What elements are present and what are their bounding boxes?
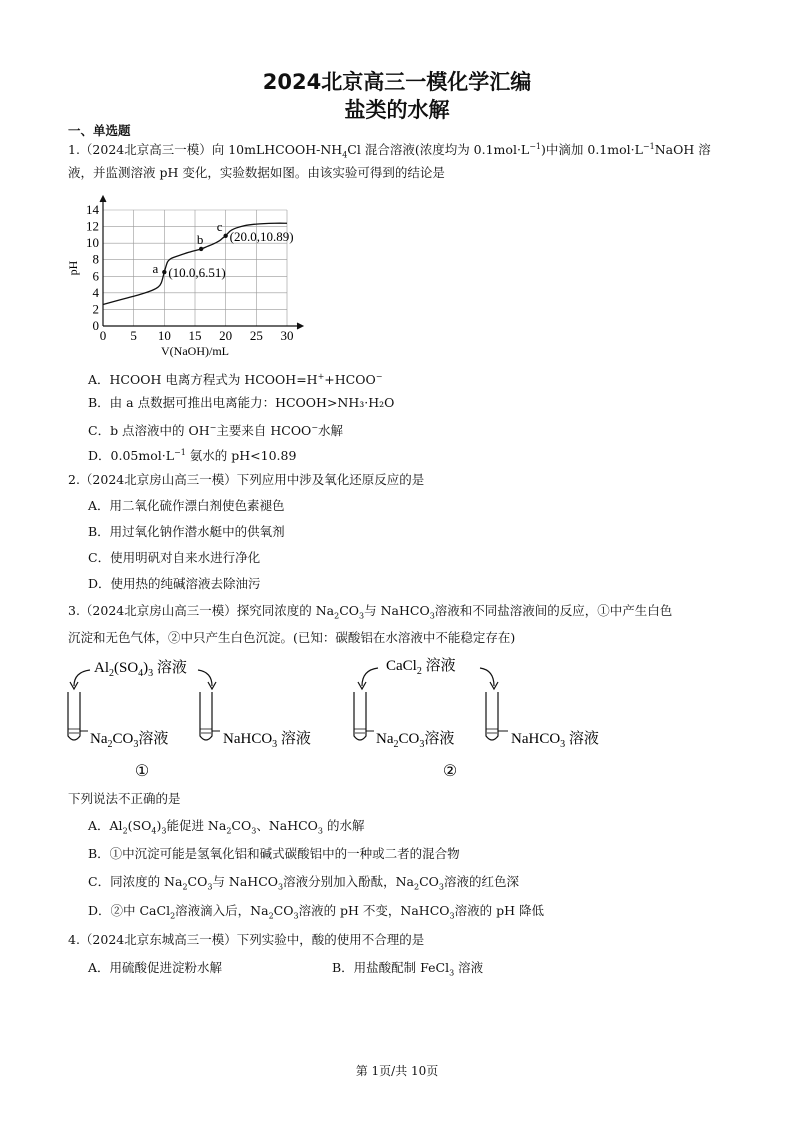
point-name-c: c	[216, 218, 223, 234]
x-tick-label: 5	[130, 328, 137, 343]
q3-option-b[interactable]: B．①中沉淀可能是氢氧化铝和碱式碳酸铝中的一种或二者的混合物	[88, 846, 460, 861]
q1-option-b[interactable]: B．由 a 点数据可推出电离能力：HCOOH>NH₃·H₂O	[88, 395, 395, 410]
x-tick-label: 25	[249, 328, 263, 343]
x-tick-label: 15	[188, 328, 202, 343]
point-coord-a: (10.0,6.51)	[168, 265, 226, 281]
q3-option-a[interactable]: A．$Al_2(SO_4)_3$能促进 $Na_2CO_3$、NaHCO$_3$ 的水解	[88, 818, 365, 836]
x-tick-label: 0	[99, 328, 107, 343]
q3-option-d[interactable]: D．②中 CaCl$_2$溶液滴入后，$Na_2CO_3$溶液的 pH 不变，NaHCO$_3$溶液的 pH 降低	[88, 903, 544, 921]
point-a	[162, 270, 166, 274]
page-subtitle: 盐类的水解	[344, 98, 450, 122]
x-tick-label: 30	[280, 328, 294, 343]
tube-label-na2co3-2: $Na_2CO_3$溶液	[376, 731, 455, 750]
q2-option-b[interactable]: B．用过氧化钠作潜水艇中的供氧剂	[88, 524, 285, 539]
point-b	[199, 247, 203, 251]
y-axis-label: pH	[66, 260, 80, 276]
point-name-a: a	[152, 261, 159, 277]
tube-label-nahco3-2: NaHCO$_3$ 溶液	[511, 731, 599, 750]
q3-prompt: 下列说法不正确的是	[68, 791, 181, 806]
q1-stem-line1: 1.（2024北京高三一模）向 $10mLHCOOH-NH_4Cl$ 混合溶液(浓度均为 $0.1mol\cdot L^{-1}$)中滴加 $0.1mol\cdot L^{-1}NaOH$ 溶	[68, 142, 711, 160]
q1-option-d[interactable]: D．$0.05mol\cdot L^{-1}$ 氨水的 pH<10.89	[88, 448, 297, 464]
arrow-left-2	[362, 668, 378, 686]
tube-label-na2co3-1: $Na_2CO_3$溶液	[90, 731, 169, 750]
q1-stem-line2: 液，并监测溶液 pH 变化，实验数据如图。由该实验可得到的结论是	[68, 165, 445, 180]
page-footer: 第 1页/共 10页	[355, 1064, 439, 1078]
x-axis-label: V(NaOH)/mL	[161, 344, 229, 358]
figure-label-2: ②	[442, 763, 458, 780]
y-tick-label: 0	[92, 318, 99, 333]
experiment-figure	[60, 652, 680, 782]
y-tick-label: 8	[92, 251, 99, 267]
point-coord-c: (20.0,10.89)	[229, 228, 294, 244]
y-axis-arrow	[100, 196, 106, 202]
point-name-b: b	[196, 231, 204, 247]
x-tick-label: 10	[157, 328, 171, 343]
fig2-reagent-label: CaCl$_2$ 溶液	[386, 658, 456, 677]
ph-titration-chart	[60, 192, 320, 362]
page-title: 2024北京高三一模化学汇编	[262, 70, 532, 94]
fig1-reagent-label: $Al_2(SO_4)_3$ 溶液	[94, 660, 187, 679]
x-tick-label: 20	[219, 328, 233, 343]
tube-label-nahco3-1: NaHCO$_3$ 溶液	[223, 731, 311, 750]
y-tick-label: 10	[86, 235, 99, 251]
q3-option-c[interactable]: C．同浓度的 $Na_2CO_3$与 NaHCO$_3$溶液分别加入酚酞，$Na_2CO_3$溶液的红色深	[88, 874, 520, 892]
q4-stem: 4.（2024北京东城高三一模）下列实验中，酸的使用不合理的是	[68, 932, 425, 947]
y-tick-label: 14	[86, 202, 99, 217]
chart-points	[152, 219, 293, 280]
chart-axes	[100, 196, 303, 329]
figure-label-1: ①	[134, 763, 150, 780]
q3-stem-line1: 3.（2024北京房山高三一模）探究同浓度的 $Na_2CO_3$与 NaHCO$_3$溶液和不同盐溶液间的反应，①中产生白色	[68, 603, 673, 621]
q2-option-d[interactable]: D．使用热的纯碱溶液去除油污	[88, 576, 261, 591]
q1-option-c[interactable]: C．b 点溶液中的 OH−主要来自 HCOO−水解	[88, 423, 344, 439]
q2-stem: 2.（2024北京房山高三一模）下列应用中涉及氧化还原反应的是	[68, 472, 425, 487]
y-tick-label: 4	[92, 284, 99, 300]
arrow-right-1	[198, 670, 212, 686]
q4-option-a[interactable]: A．用硫酸促进淀粉水解	[88, 960, 223, 975]
q2-option-a[interactable]: A．用二氧化硫作漂白剂使色素褪色	[88, 498, 285, 513]
y-tick-label: 2	[92, 301, 99, 317]
y-tick-label: 6	[92, 268, 99, 284]
q3-stem-line2: 沉淀和无色气体，②中只产生白色沉淀。(已知：碳酸铝在水溶液中不能稳定存在)	[68, 630, 516, 645]
q1-option-a[interactable]: A．HCOOH 电离方程式为 HCOOH=H++HCOO−	[88, 372, 383, 388]
arrow-right-2	[480, 668, 494, 686]
y-tick-label: 12	[86, 218, 99, 234]
point-c	[223, 234, 227, 238]
x-axis-arrow	[297, 323, 303, 329]
section-heading: 一、单选题	[68, 123, 131, 138]
q4-option-b[interactable]: B．用盐酸配制 FeCl$_3$ 溶液	[332, 960, 484, 978]
q2-option-c[interactable]: C．使用明矾对自来水进行净化	[88, 550, 261, 565]
